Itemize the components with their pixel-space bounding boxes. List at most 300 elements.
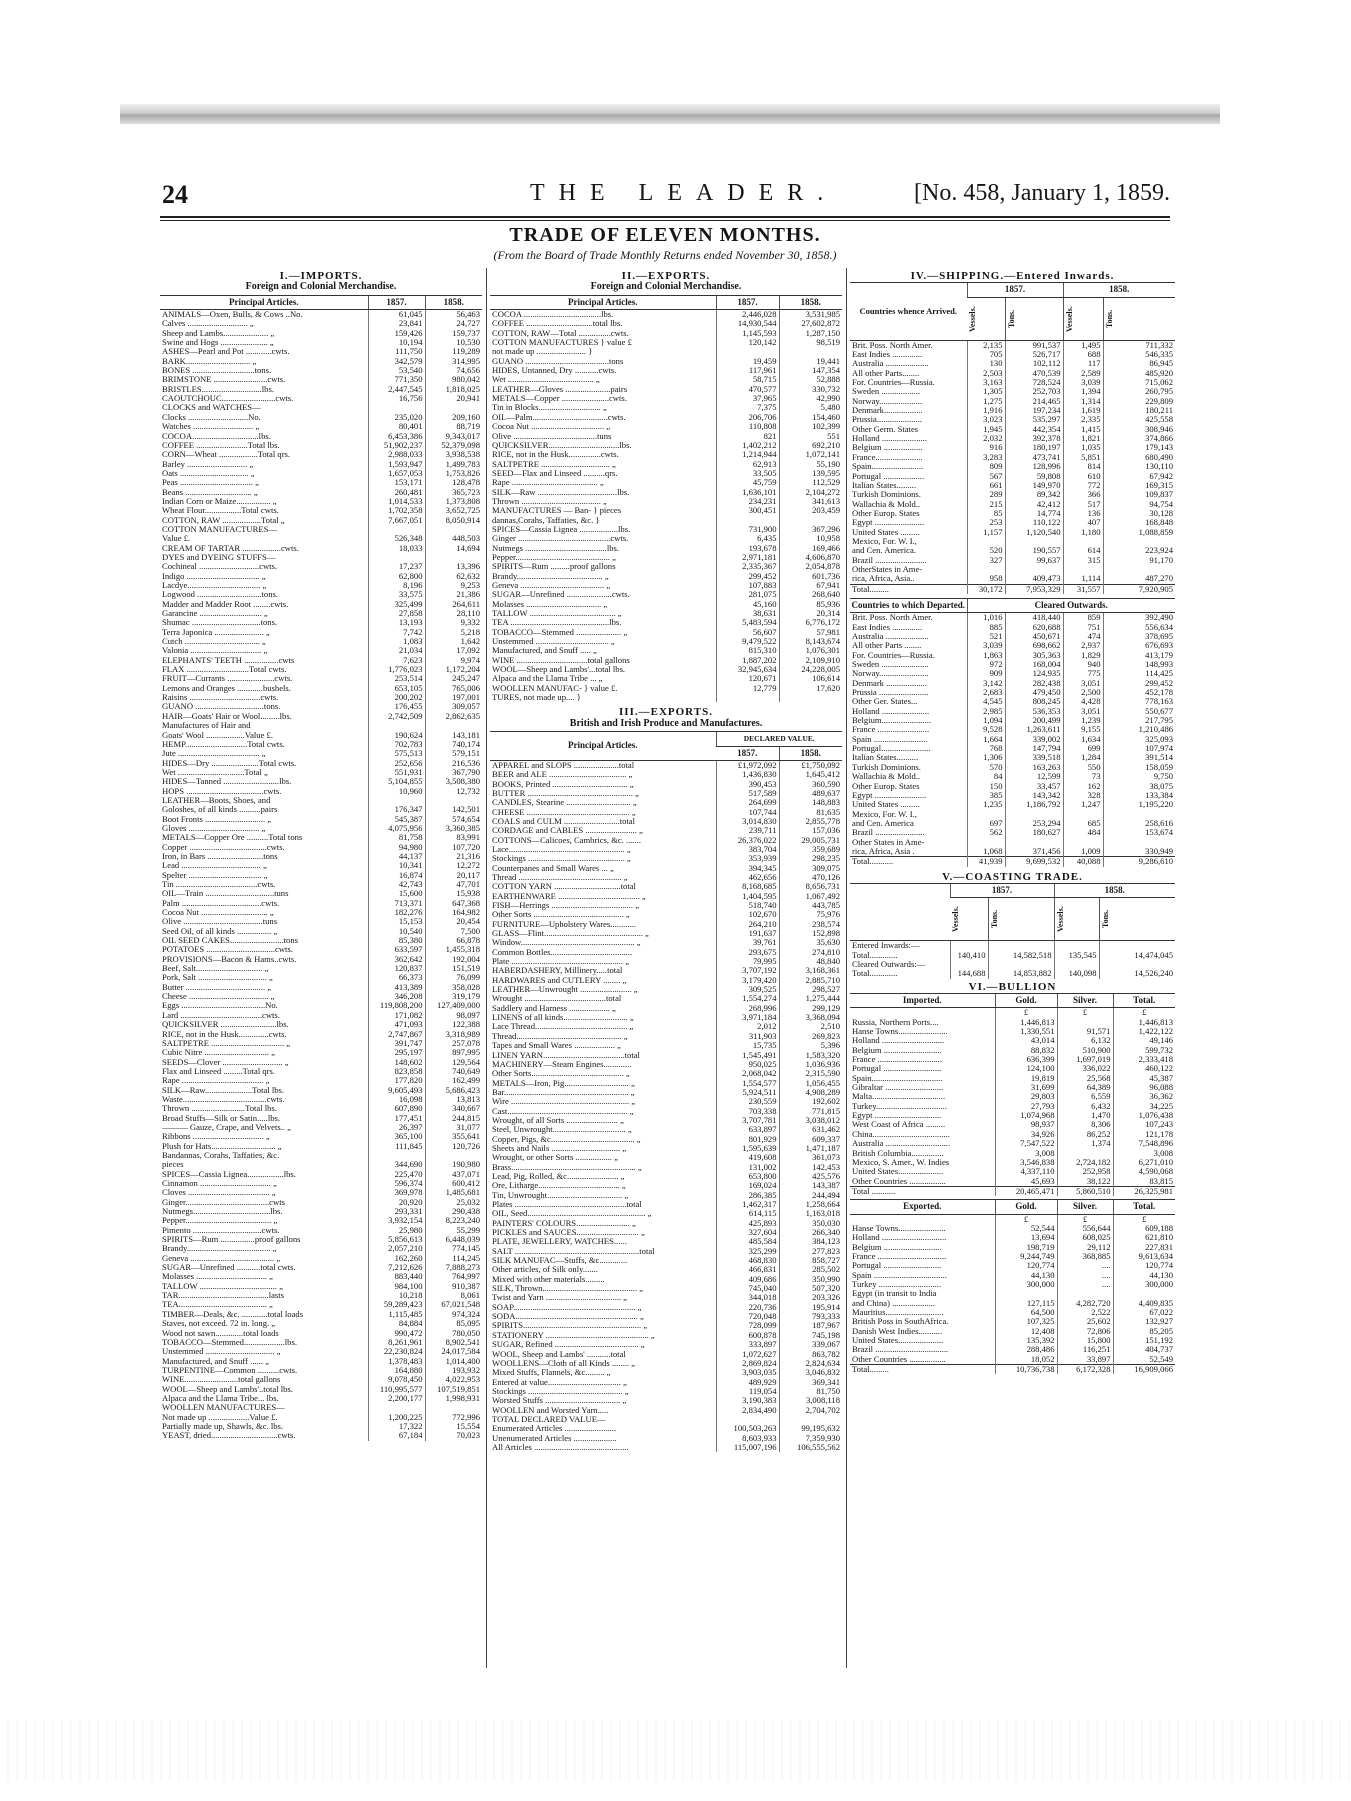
row-value: 25,032	[425, 1198, 482, 1207]
row-value: 29,005,731	[779, 836, 842, 845]
shipping-inwards-row	[850, 350, 1175, 359]
row-value: 346,208	[368, 992, 425, 1001]
row-value: 821	[716, 432, 779, 441]
shipping-inwards-row	[850, 546, 1175, 555]
imports-row	[160, 749, 482, 758]
row-value: 45,759	[716, 478, 779, 487]
row-value: 153,674	[1103, 828, 1175, 837]
row-value: 193,932	[425, 1366, 482, 1375]
row-value: 3,008,118	[779, 1396, 842, 1405]
exports-foreign-row	[490, 375, 842, 384]
row-label: Mauritius...........................	[852, 1308, 944, 1317]
exports-foreign-row	[490, 488, 842, 497]
imports-row	[160, 375, 482, 384]
row-value: 234,231	[716, 497, 779, 506]
row-value: 4,075,956	[368, 824, 425, 833]
row-value: 99,195,632	[779, 1424, 842, 1433]
row-label: BARK.............................. „	[162, 356, 257, 366]
row-label: Logwood ..............................tons.	[162, 590, 279, 600]
row-value	[1063, 810, 1103, 819]
row-value: 133,384	[1103, 791, 1175, 800]
row-value: 1,595,639	[716, 1144, 779, 1153]
row-value: 16,874	[368, 871, 425, 880]
row-value: 86,252	[1057, 1130, 1113, 1139]
row-value: 365,100	[368, 1132, 425, 1141]
row-value: 1,247	[1063, 800, 1103, 809]
row-value: 300,000	[1113, 1280, 1175, 1289]
row-value: 2,200,177	[368, 1394, 425, 1403]
row-label: Manufactured, and Snuff ...... „	[162, 1356, 269, 1366]
row-label: HIDES—Dry ......................Total cwts.	[162, 758, 297, 768]
article-subtitle: (From the Board of Trade Monthly Returns ended November 30, 1858.)	[493, 248, 837, 262]
shipping-inwards-row	[850, 565, 1175, 574]
imports-row	[160, 1086, 482, 1095]
bullion-exported-rows	[850, 1214, 1175, 1374]
exports-foreign-col-1857: 1857.	[716, 295, 779, 309]
row-label: Belgium.......................	[852, 716, 932, 726]
row-label: Cast........................................................ „	[492, 1106, 634, 1116]
bullion-imported-table	[850, 993, 1175, 1196]
row-value: 19,441	[779, 357, 842, 366]
row-label: GLASS—Flint.............................................. „	[492, 929, 649, 939]
row-value: 385	[967, 791, 1005, 800]
row-value: 55,299	[425, 1226, 482, 1235]
bullion-imported-row	[850, 1120, 1175, 1129]
row-value: 3,368,094	[779, 1013, 842, 1022]
row-value: 128,996	[1005, 462, 1063, 471]
row-label: Australia ....................	[852, 359, 929, 369]
row-value: 309,057	[425, 702, 482, 711]
imports-row	[160, 1076, 482, 1085]
row-value: 191,637	[716, 929, 779, 938]
row-value	[988, 960, 1054, 969]
shipping-col-1857: 1857.	[967, 283, 1063, 297]
row-label: Egypt .......................	[852, 518, 925, 528]
exports-column	[490, 268, 842, 1452]
row-label: SPIRITS—Rum ................proof gallons	[162, 1235, 301, 1245]
row-value: 909	[967, 669, 1005, 678]
row-value: 685	[1063, 819, 1103, 828]
row-value: 2,985	[967, 707, 1005, 716]
row-value: 62,800	[368, 572, 425, 581]
imports-row	[160, 450, 482, 459]
row-value: ....	[1057, 1280, 1113, 1289]
shipping-outwards-row	[850, 782, 1175, 791]
row-value: 264,210	[716, 920, 779, 929]
exports-british-row	[490, 1396, 842, 1405]
row-value: 143,342	[1005, 791, 1063, 800]
row-label: SEED—Flax and Linseed ..........qrs.	[492, 468, 618, 478]
imports-row	[160, 815, 482, 824]
row-value: 550,677	[1103, 707, 1175, 716]
row-label: Wire ....................................................... „	[492, 1097, 636, 1107]
row-value: 9,613,634	[1113, 1252, 1175, 1261]
row-label: Nutmegs....................................lbs.	[162, 1207, 283, 1217]
row-value: 135,545	[1054, 951, 1099, 960]
row-value: 260,795	[1103, 387, 1175, 396]
row-value: 176,347	[368, 805, 425, 814]
row-value: 2,862,635	[425, 712, 482, 721]
row-value: 1,172,204	[425, 665, 482, 674]
row-value: 269,823	[779, 1032, 842, 1041]
row-label: Not made up ...................Value £.	[162, 1412, 278, 1422]
row-value: 253,514	[368, 674, 425, 683]
row-value: 171,082	[368, 1011, 425, 1020]
row-value: 6,448,039	[425, 1235, 482, 1244]
row-value: 1,214,944	[716, 450, 779, 459]
row-value: 260,481	[368, 488, 425, 497]
row-value: 556,644	[1057, 1224, 1113, 1233]
exports-british-row	[490, 1247, 842, 1256]
row-value: 120,142	[716, 338, 779, 347]
row-value: 815,310	[716, 646, 779, 655]
row-value: 25,980	[368, 1226, 425, 1235]
shipping-inwards-row	[850, 415, 1175, 424]
row-label: Ribbons ................................. „	[162, 1132, 270, 1142]
imports-row	[160, 338, 482, 347]
shipping-outwards-row	[850, 838, 1175, 847]
row-value: 120,774	[995, 1261, 1057, 1270]
scan-artifact-bottom	[0, 1720, 1351, 1780]
shipping-outwards-row	[850, 772, 1175, 781]
row-value: 147,354	[779, 366, 842, 375]
row-value: 462,656	[716, 873, 779, 882]
row-value: 10,530	[425, 338, 482, 347]
exports-british-row	[490, 864, 842, 873]
row-label: WOOL—Sheep and Lambs'..total lbs.	[162, 1384, 293, 1394]
row-value: 8,603,933	[716, 1434, 779, 1443]
row-label: HAIR—Goats' Hair or Wool.........lbs.	[162, 711, 292, 721]
row-value: 3,903,035	[716, 1368, 779, 1377]
row-value: 17,322	[368, 1422, 425, 1431]
row-value	[1005, 810, 1063, 819]
row-value: 479,450	[1005, 688, 1063, 697]
shipping-inwards-row	[850, 369, 1175, 378]
row-value: 24,017,584	[425, 1347, 482, 1356]
row-label: COTTON MANUFACTURES—	[162, 524, 277, 534]
row-value: 9,332	[425, 618, 482, 627]
row-value: 3,283	[967, 453, 1005, 462]
bullion-imported-row	[850, 1102, 1175, 1111]
row-value: 692,210	[779, 441, 842, 450]
row-label: Copper, Pigs, &c....................................... „	[492, 1134, 641, 1144]
bullion-exported-row	[850, 1365, 1175, 1375]
row-value: 8,261,961	[368, 1338, 425, 1347]
row-value: 33,505	[716, 469, 779, 478]
row-value: 25,568	[1057, 1074, 1113, 1083]
exports-foreign-row	[490, 637, 842, 646]
shipping-outwards-table	[850, 598, 1175, 867]
row-label: DYES and DYEING STUFFS—	[162, 552, 276, 562]
row-value: 8,050,914	[425, 516, 482, 525]
row-label: LEATHER—Gloves .....................pairs	[492, 384, 628, 394]
row-value: 48,840	[779, 957, 842, 966]
row-label: Brazil .......................	[852, 828, 925, 838]
row-value: 448,503	[425, 534, 482, 543]
row-value: 5,924,511	[716, 1088, 779, 1097]
exports-foreign-col-1858: 1858.	[779, 295, 842, 309]
row-value: 49,146	[1113, 1036, 1175, 1045]
row-value: 780,050	[425, 1329, 482, 1338]
row-label: COCOA...............................lbs.	[162, 431, 271, 441]
exports-british-row	[490, 770, 842, 779]
exports-british-row	[490, 1312, 842, 1321]
row-label: dannas,Corahs, Taffaties, &c. }	[492, 515, 600, 525]
row-label: WOOL—Sheep and Lambs'...total lbs.	[492, 665, 626, 675]
row-value: 647,368	[425, 899, 482, 908]
shipping-outwards-row	[850, 688, 1175, 697]
row-value: 728,099	[716, 1321, 779, 1330]
exports-british-row	[490, 901, 842, 910]
row-label: Goats' Wool ..................Value £.	[162, 730, 273, 740]
row-value: 916	[967, 443, 1005, 452]
row-value: 7,623	[368, 656, 425, 665]
row-value: 7,212,626	[368, 1263, 425, 1272]
imports-row	[160, 973, 482, 982]
row-value: 177,820	[368, 1076, 425, 1085]
row-value: 193,678	[716, 544, 779, 553]
row-value: 19,819	[995, 1074, 1057, 1083]
row-value: 359,689	[779, 845, 842, 854]
row-label: Window..................................................... „	[492, 938, 641, 948]
row-label: Manufactured, and Snuff ..... „	[492, 646, 597, 656]
row-value: 8,061	[425, 1291, 482, 1300]
imports-row	[160, 768, 482, 777]
imports-row	[160, 721, 482, 730]
row-label: Tapes and Small Wares ................... „	[492, 1041, 621, 1051]
row-label: PICKLES and SAUCES............................. „	[492, 1228, 645, 1238]
row-value: 3,179,420	[716, 976, 779, 985]
row-value: 361,073	[779, 1153, 842, 1162]
row-value: 100,503,263	[716, 1424, 779, 1433]
row-value: 116,251	[1057, 1345, 1113, 1354]
row-value: 980,042	[425, 375, 482, 384]
row-value: 114,245	[425, 1254, 482, 1263]
row-value: 37,965	[716, 394, 779, 403]
row-value: 1,056,455	[779, 1079, 842, 1088]
row-value: 1,016	[967, 613, 1005, 623]
row-value: 8,223,240	[425, 1216, 482, 1225]
row-value: 940	[1063, 660, 1103, 669]
row-value: 1,036,936	[779, 1060, 842, 1069]
row-label: Ginger.......................................cwts	[162, 1197, 285, 1207]
row-label: Geneva ....................................... „	[492, 581, 611, 590]
row-value: 9,479,522	[716, 637, 779, 646]
row-value: 45,160	[716, 600, 779, 609]
imports-row	[160, 460, 482, 469]
imports-row	[160, 1160, 482, 1169]
shipping-outwards-row	[850, 623, 1175, 632]
row-value: 4,545	[967, 697, 1005, 706]
row-label: Lead ..................................... „	[162, 861, 267, 871]
row-value: 198,719	[995, 1243, 1057, 1252]
row-label: Total...........	[850, 857, 967, 867]
row-value: 366	[1063, 490, 1103, 499]
row-value: 3,051	[1063, 679, 1103, 688]
row-value: 1,145,593	[716, 329, 779, 338]
row-label: WOOLLEN MANUFAC- } value £.	[492, 683, 618, 693]
row-label: France......................	[852, 452, 923, 462]
row-value: 2,971,181	[716, 553, 779, 562]
row-value: 1,157	[967, 528, 1005, 537]
shipping-outwards-row	[850, 800, 1175, 809]
row-label: Mexico, For. W. I.,	[852, 536, 917, 546]
row-value: 107,720	[425, 843, 482, 852]
row-value: 3,971,184	[716, 1013, 779, 1022]
shipping-inwards-row	[850, 443, 1175, 452]
row-value: 12,272	[425, 861, 482, 870]
row-label: PROVISIONS—Bacon & Hams..cwts.	[162, 954, 297, 964]
row-value: 6,271,010	[1113, 1158, 1175, 1167]
row-value: 1,863	[967, 651, 1005, 660]
shipping-outwards-row	[850, 641, 1175, 650]
row-value: 47,701	[425, 880, 482, 889]
row-label: Staves, not exceed. 72 in. long. „	[162, 1319, 276, 1329]
row-value: 59,808	[1005, 472, 1063, 481]
row-value: 1,186,792	[1005, 800, 1063, 809]
row-value	[950, 960, 988, 969]
row-value: 740,174	[425, 740, 482, 749]
row-label: Wrought ......................................total	[492, 994, 622, 1004]
exports-british-row	[490, 1424, 842, 1433]
row-label: Butter ..................................... „	[162, 982, 272, 992]
row-label: Lace Thread........................................... „	[492, 1022, 634, 1032]
row-label: Cloves ...................................... „	[162, 1188, 276, 1198]
row-label: Pimento ................................cwts.	[162, 1225, 280, 1235]
row-value: 328	[1063, 791, 1103, 800]
row-value: 473,741	[1005, 453, 1063, 462]
row-value: 64,500	[995, 1308, 1057, 1317]
header-rule-thin	[160, 220, 1170, 221]
row-value: 1,009	[1063, 847, 1103, 857]
row-label: FURNITURE—Upholstery Wares............	[492, 919, 637, 929]
row-value: 159,426	[368, 329, 425, 338]
row-label: Stockings ............................................ „	[492, 1386, 629, 1396]
row-value: 9,155	[1063, 725, 1103, 734]
row-label: COCOA ....................................lbs.	[492, 309, 614, 320]
row-label: Egypt ...............................	[852, 1111, 942, 1121]
row-value: 120,671	[716, 674, 779, 683]
row-label: BEER and ALE .................................... „	[492, 770, 633, 780]
row-value: 1,067,492	[779, 892, 842, 901]
row-value: 225,470	[368, 1170, 425, 1179]
row-value: 26,376,022	[716, 836, 779, 845]
row-label: For. Countries—Russia.	[852, 378, 935, 388]
row-value: 119,808,200	[368, 1001, 425, 1010]
imports-row	[160, 1039, 482, 1048]
row-value: 8,143,674	[779, 637, 842, 646]
row-value: 258,616	[1103, 819, 1175, 828]
column-divider	[486, 268, 487, 1668]
row-value: 350,030	[779, 1219, 842, 1228]
exports-foreign-row	[490, 628, 842, 637]
imports-rows	[160, 310, 482, 1441]
imports-row	[160, 1216, 482, 1225]
row-label: Thread ................................................ „	[492, 872, 628, 882]
exports-british-row	[490, 1303, 842, 1312]
row-value: 22,230,824	[368, 1347, 425, 1356]
row-value: 2,068,042	[716, 1069, 779, 1078]
row-label: OtherStates in Ame-	[852, 564, 923, 574]
row-label: All other Parts ........	[852, 641, 922, 651]
row-value: 409,473	[1005, 574, 1063, 584]
row-label: OIL, Seed....................................................... „	[492, 1209, 652, 1219]
row-value: 1,499,783	[425, 460, 482, 469]
row-value: 34,926	[995, 1130, 1057, 1139]
shipping-col-tons-1858: Tons.	[1104, 309, 1114, 328]
row-value: 285,502	[779, 1265, 842, 1274]
row-value: 55,190	[779, 460, 842, 469]
imports-row	[160, 805, 482, 814]
row-label: Worsted Stuffs ................................... „	[492, 1396, 627, 1406]
exports-british-row	[490, 882, 842, 891]
row-value: 3,008	[995, 1149, 1057, 1158]
row-value: 3,546,838	[995, 1158, 1057, 1167]
row-value: 442,354	[1005, 425, 1063, 434]
row-value: 1,702,358	[368, 506, 425, 515]
row-value: 119,054	[716, 1387, 779, 1396]
imports-row	[160, 1011, 482, 1020]
row-value: 15,800	[1057, 1336, 1113, 1345]
row-value: 990,472	[368, 1329, 425, 1338]
row-label: Turkish Dominions.	[852, 762, 921, 772]
coasting-heading: V.—COASTING TRADE.	[942, 870, 1083, 883]
row-value: 344,018	[716, 1293, 779, 1302]
shipping-inwards-row	[850, 434, 1175, 443]
row-value: 85,380	[368, 936, 425, 945]
exports-british-row	[490, 1097, 842, 1106]
row-value: 298,527	[779, 985, 842, 994]
row-value: 110,808	[716, 422, 779, 431]
row-value: 13,694	[995, 1233, 1057, 1242]
row-value: 7,888,273	[425, 1263, 482, 1272]
row-value: 7,500	[425, 927, 482, 936]
row-value: 217,795	[1103, 716, 1175, 725]
row-value: 98,519	[779, 338, 842, 347]
row-value: 229,809	[1103, 397, 1175, 406]
row-value: 2,135	[967, 340, 1005, 350]
currency-symbol: £	[1113, 1214, 1175, 1224]
row-label: Value £.	[162, 534, 191, 544]
imports-row	[160, 572, 482, 581]
exports-british-row	[490, 1284, 842, 1293]
exports-foreign-row	[490, 347, 842, 356]
exports-british-row	[490, 798, 842, 807]
row-value: 2,683	[967, 688, 1005, 697]
row-value: 367,790	[425, 768, 482, 777]
coasting-row	[850, 960, 1175, 969]
row-value: 728,524	[1005, 378, 1063, 387]
row-value: 244,815	[425, 1114, 482, 1123]
row-label: and Cen. America.	[852, 546, 916, 556]
row-value: 425,558	[1103, 415, 1175, 424]
row-value: 507,320	[779, 1284, 842, 1293]
bullion-imported-row	[850, 1177, 1175, 1187]
row-value: 452,178	[1103, 688, 1175, 697]
bullion-exported-row	[850, 1317, 1175, 1326]
row-value: 89,342	[1005, 490, 1063, 499]
row-label: All other Parts........	[852, 368, 920, 378]
row-value	[716, 1415, 779, 1424]
row-value: 7,547,522	[995, 1139, 1057, 1148]
exports-british-row	[490, 1107, 842, 1116]
row-value: 162	[1063, 782, 1103, 791]
shipping-inwards-row	[850, 425, 1175, 434]
row-label: Jute ...................................... „	[162, 749, 266, 759]
shipping-inwards-rows	[850, 340, 1175, 594]
row-value: 23,841	[368, 319, 425, 328]
row-label: Terra Japonica ....................... „	[162, 627, 270, 637]
